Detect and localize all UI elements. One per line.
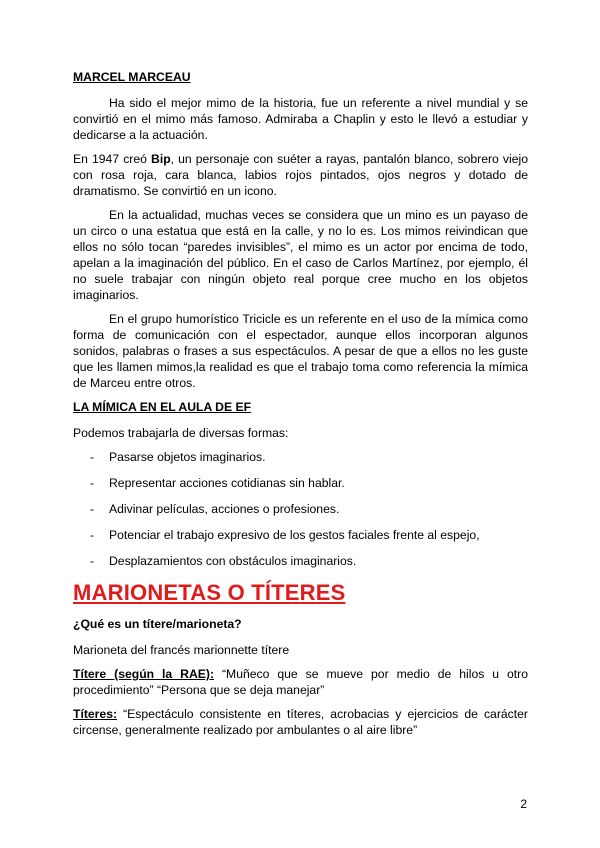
dash-bullet: - <box>90 502 95 516</box>
definition-text: “Espectáculo consistente en títeres, acrobacias y ejercicios de carácter circense, generalmente realizado por ambulantes o al aire libre” <box>73 707 528 737</box>
section-title-marionetas: MARIONETAS O TÍTERES <box>73 580 346 605</box>
list-item <box>73 527 528 543</box>
paragraph-1: Ha sido el mejor mimo de la historia, fue un referente a nivel mundial y se convirtió en el mimo más famoso. Admiraba a Chaplin y esto le llevó a estudiar y dedicarse a la actuación. <box>73 96 528 142</box>
definition-rae <box>73 666 528 698</box>
list-item-text: Potenciar el trabajo expresivo de los gestos faciales frente al espejo, <box>109 528 480 542</box>
section-title-marcel-marceau: MARCEL MARCEAU <box>73 70 191 84</box>
list-item-text: Adivinar películas, acciones o profesiones. <box>109 502 340 516</box>
bip-name: Bip <box>151 152 171 166</box>
dash-bullet: - <box>90 528 95 542</box>
paragraph-3: En la actualidad, muchas veces se considera que un mino es un payaso de un circo o una estatua que está en la calle, y no lo es. Los mimos reivindican que ellos no sólo tocan “paredes invisibles”, el mimo es un actor por encima de todo, apelan a la imaginación del público. En el caso de Carlos Martínez, por ejemplo, él no suele trabajar con ningún objeto real porque cree mucho en los objetos imaginarios. <box>73 208 528 302</box>
list-item <box>73 553 528 569</box>
list-item-text: Pasarse objetos imaginarios. <box>109 450 266 464</box>
list-item-text: Desplazamientos con obstáculos imaginarios. <box>109 554 357 568</box>
paragraph-2-start: En 1947 creó <box>73 152 152 166</box>
paragraph-2-end: , un personaje con suéter a rayas, pantalón blanco, sobrero viejo con rosa roja, cara blanca, labios rojos pintados, ojos negros y dotado de dramatismo. Se convirtió en un icono. <box>73 152 528 198</box>
definition-text: “Muñeco que se mueve por medio de hilos u otro procedimiento” “Persona que se deja manejar” <box>73 667 529 697</box>
list-item <box>73 449 528 465</box>
dash-bullet: - <box>90 450 95 464</box>
list-item-text: Representar acciones cotidianas sin hablar. <box>109 476 345 490</box>
definition-term: Títeres: <box>73 707 118 721</box>
list-item <box>73 501 528 517</box>
list-item <box>73 475 528 491</box>
list-intro: Podemos trabajarla de diversas formas: <box>73 426 289 440</box>
definition-titeres <box>73 706 528 738</box>
activity-list <box>73 449 528 569</box>
question-heading: ¿Qué es un títere/marioneta? <box>73 617 242 631</box>
origin-line: Marioneta del francés marionnette títere <box>73 643 290 657</box>
section-title-mimica: LA MÍMICA EN EL AULA DE EF <box>73 400 252 414</box>
paragraph-4: En el grupo humorístico Tricicle es un referente en el uso de la mímica como forma de comunicación con el espectador, aunque ellos incorporan algunos sonidos, palabras o frases a sus espectáculos. A pesar de que a ellos no les guste que les llamen mimos,la realidad es que el trabajo toma como referencia la mímica de Marceu entre otros. <box>73 312 528 390</box>
dash-bullet: - <box>90 476 95 490</box>
page-content <box>73 69 528 746</box>
definition-term: Títere (según la RAE): <box>73 667 215 681</box>
paragraph-2 <box>73 151 528 199</box>
page-number: 2 <box>520 797 527 811</box>
dash-bullet: - <box>90 554 95 568</box>
